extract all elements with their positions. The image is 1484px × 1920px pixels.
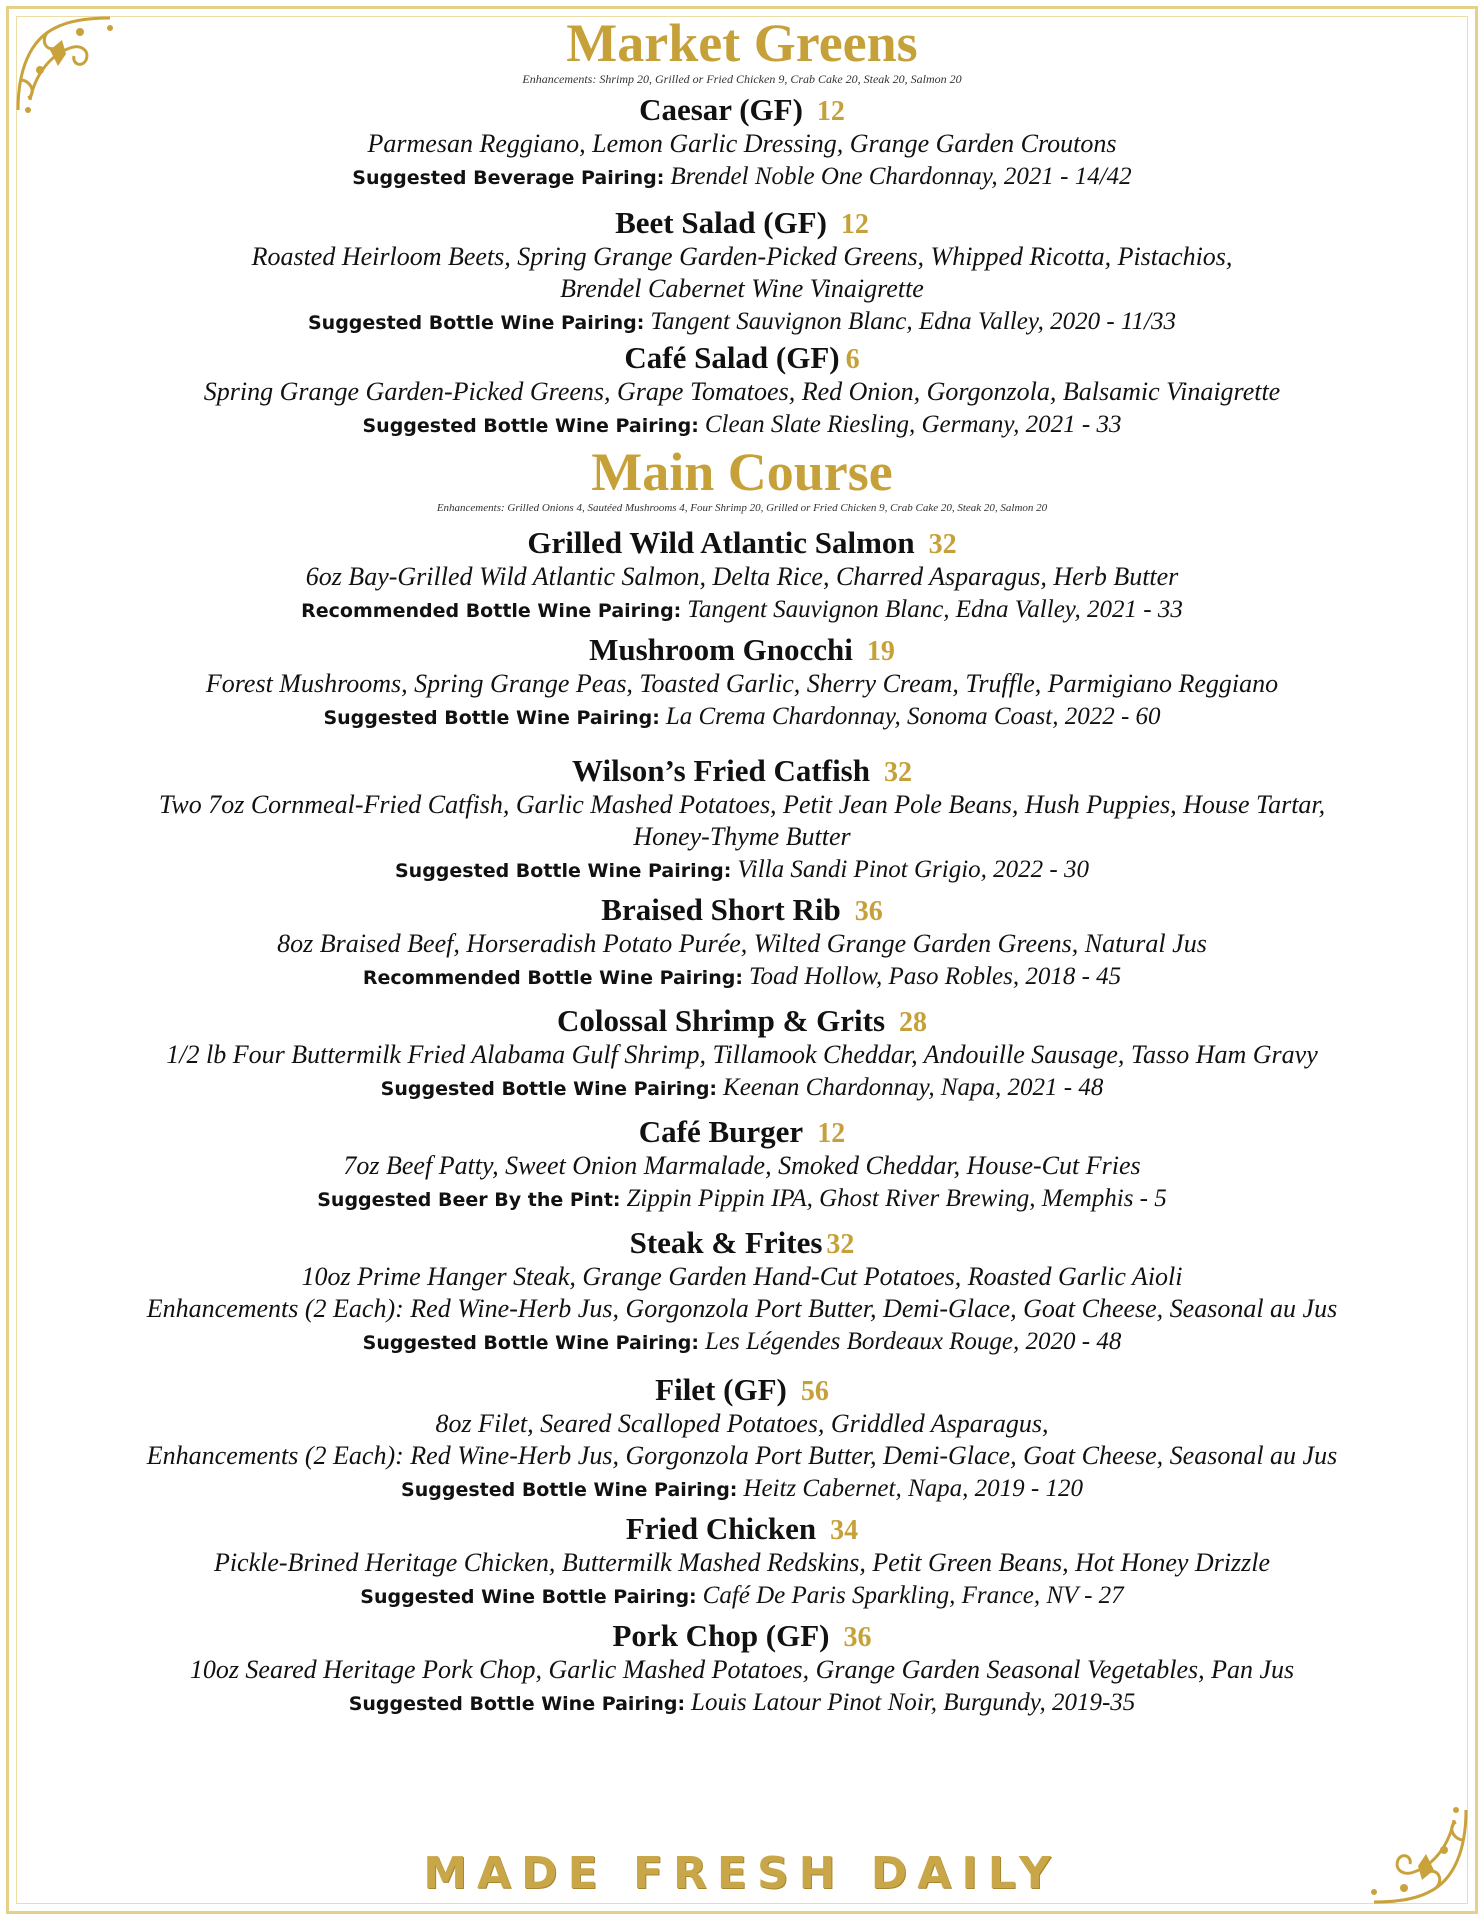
menu-item: [40, 1511, 1444, 1614]
item-name: Colossal Shrimp & Grits: [556, 1003, 886, 1038]
item-description: 6oz Bay-Grilled Wild Atlantic Salmon, Delta Rice, Charred Asparagus, Herb Butter: [305, 562, 1179, 591]
pairing-label: Suggested Bottle Wine Pairing:: [401, 1479, 738, 1501]
item-description: 8oz Braised Beef, Horseradish Potato Purée, Wilted Grange Garden Greens, Natural Jus: [277, 929, 1207, 958]
item-description: Honey-Thyme Butter: [633, 822, 851, 851]
pairing-label: Suggested Bottle Wine Pairing:: [362, 415, 699, 437]
item-pairing: [40, 1686, 1444, 1721]
item-price: 6: [845, 344, 860, 375]
item-description: 10oz Prime Hanger Steak, Grange Garden Hand-Cut Potatoes, Roasted Garlic Aioli: [301, 1262, 1183, 1291]
item-description: Roasted Heirloom Beets, Spring Grange Garden-Picked Greens, Whipped Ricotta, Pistachios,: [251, 242, 1233, 271]
item-price: 36: [854, 896, 883, 927]
item-description: 7oz Beef Patty, Sweet Onion Marmalade, Smoked Cheddar, House-Cut Fries: [343, 1151, 1141, 1180]
pairing-label: Suggested Wine Bottle Pairing:: [360, 1586, 697, 1608]
menu-item: [40, 1003, 1444, 1106]
item-name: Braised Short Rib: [601, 892, 841, 927]
menu-item: [40, 340, 1444, 443]
section-enhancements: Enhancements: Shrimp 20, Grilled or Fried Chicken 9, Crab Cake 20, Steak 20, Salmon 20: [522, 72, 962, 86]
menu-item: [40, 632, 1444, 735]
item-price: 32: [826, 1229, 855, 1260]
menu-item: [40, 1618, 1444, 1721]
item-price: 36: [843, 1622, 872, 1653]
item-pairing: [40, 1071, 1444, 1106]
item-pairing: [40, 1182, 1444, 1217]
pairing-value: Heitz Cabernet, Napa, 2019 - 120: [743, 1475, 1083, 1502]
pairing-value: Brendel Noble One Chardonnay, 2021 - 14/42: [670, 163, 1132, 190]
item-pairing: [40, 1579, 1444, 1614]
menu-item: [40, 205, 1444, 340]
item-description: 1/2 lb Four Buttermilk Fried Alabama Gulf Shrimp, Tillamook Cheddar, Andouille Sausage, Tasso Ham Gravy: [166, 1040, 1318, 1069]
pairing-value: Zippin Pippin IPA, Ghost River Brewing, Memphis - 5: [626, 1185, 1167, 1212]
item-price: 12: [816, 96, 845, 127]
pairing-label: Suggested Bottle Wine Pairing:: [380, 1078, 718, 1100]
item-name: Pork Chop (GF): [612, 1618, 830, 1653]
item-name: Caesar (GF): [639, 92, 803, 127]
item-name: Mushroom Gnocchi: [589, 632, 853, 667]
pairing-value: Tangent Sauvignon Blanc, Edna Valley, 2020 - 11/33: [650, 308, 1176, 335]
pairing-label: Recommended Bottle Wine Pairing:: [362, 967, 743, 989]
item-description: 10oz Seared Heritage Pork Chop, Garlic Mashed Potatoes, Grange Garden Seasonal Vegetables, Pan Jus: [189, 1655, 1295, 1684]
section-enhancements: Enhancements: Grilled Onions 4, Sautéed Mushrooms 4, Four Shrimp 20, Grilled or Fried Chicken 9, Crab Cake 20, Steak 20, Salmon 20: [436, 502, 1048, 514]
pairing-label: Suggested Bottle Wine Pairing:: [307, 312, 645, 334]
item-price: 32: [883, 757, 912, 788]
pairing-value: Café De Paris Sparkling, France, NV - 27: [702, 1582, 1124, 1609]
item-price: 12: [840, 209, 869, 240]
item-price: 34: [830, 1515, 859, 1546]
item-description: Brendel Cabernet Wine Vinaigrette: [560, 274, 924, 303]
item-pairing: [40, 853, 1444, 888]
item-price: 12: [817, 1118, 846, 1149]
pairing-label: Recommended Bottle Wine Pairing:: [301, 600, 682, 622]
pairing-value: Toad Hollow, Paso Robles, 2018 - 45: [748, 963, 1122, 990]
item-name: Steak & Frites: [629, 1225, 823, 1260]
menu-item: [40, 1372, 1444, 1507]
item-pairing: [40, 593, 1444, 628]
pairing-label: Suggested Bottle Wine Pairing:: [395, 860, 732, 882]
item-name: Grilled Wild Atlantic Salmon: [527, 525, 915, 560]
menu-item: [40, 753, 1444, 888]
item-name: Fried Chicken: [625, 1511, 817, 1546]
item-price: 19: [866, 636, 895, 667]
item-pairing: [40, 160, 1444, 195]
pairing-value: Louis Latour Pinot Noir, Burgundy, 2019-35: [691, 1689, 1136, 1716]
menu-item: [40, 1225, 1444, 1360]
item-pairing: [40, 1472, 1444, 1507]
pairing-value: Clean Slate Riesling, Germany, 2021 - 33: [704, 411, 1122, 438]
item-description: Forest Mushrooms, Spring Grange Peas, Toasted Garlic, Sherry Cream, Truffle, Parmigiano Reggiano: [205, 669, 1279, 698]
pairing-label: Suggested Bottle Wine Pairing:: [323, 707, 660, 729]
section-title-main-course: Main Course: [591, 442, 893, 502]
pairing-label: Suggested Beer By the Pint:: [317, 1189, 621, 1211]
pairing-value: Keenan Chardonnay, Napa, 2021 - 48: [723, 1074, 1104, 1101]
pairing-label: Suggested Bottle Wine Pairing:: [362, 1332, 699, 1354]
menu-item: [40, 92, 1444, 195]
pairing-value: Les Légendes Bordeaux Rouge, 2020 - 48: [705, 1328, 1122, 1355]
menu-item: [40, 892, 1444, 995]
footer-tagline: MADE FRESH DAILY: [423, 1848, 1061, 1899]
item-pairing: [40, 960, 1444, 995]
pairing-label: Suggested Bottle Wine Pairing:: [348, 1693, 686, 1715]
item-name: Wilson’s Fried Catfish: [572, 753, 870, 788]
item-description: Enhancements (2 Each): Red Wine-Herb Jus, Gorgonzola Port Butter, Demi-Glace, Goat Cheese, Seasonal au Jus: [146, 1294, 1338, 1323]
pairing-label: Suggested Beverage Pairing:: [352, 167, 665, 189]
item-pairing: [40, 700, 1444, 735]
item-description: Parmesan Reggiano, Lemon Garlic Dressing, Grange Garden Croutons: [367, 129, 1117, 158]
item-price: 32: [928, 529, 957, 560]
menu-item: [40, 1114, 1444, 1217]
item-pairing: [40, 305, 1444, 340]
pairing-value: Tangent Sauvignon Blanc, Edna Valley, 2021 - 33: [687, 596, 1183, 623]
item-name: Café Salad (GF): [624, 340, 840, 375]
item-description: Spring Grange Garden-Picked Greens, Grape Tomatoes, Red Onion, Gorgonzola, Balsamic Vinaigrette: [203, 377, 1281, 406]
item-description: 8oz Filet, Seared Scalloped Potatoes, Griddled Asparagus,: [435, 1409, 1049, 1438]
item-pairing: [40, 1325, 1444, 1360]
item-pairing: [40, 408, 1444, 443]
pairing-value: La Crema Chardonnay, Sonoma Coast, 2022 - 60: [665, 703, 1161, 730]
item-price: 56: [800, 1376, 829, 1407]
menu-content: [40, 14, 1444, 1721]
item-price: 28: [899, 1007, 928, 1038]
section-title-market-greens: Market Greens: [566, 13, 918, 73]
item-description: Pickle-Brined Heritage Chicken, Buttermilk Mashed Redskins, Petit Green Beans, Hot Honey Drizzle: [213, 1548, 1271, 1577]
menu-item: [40, 525, 1444, 628]
item-description: Enhancements (2 Each): Red Wine-Herb Jus, Gorgonzola Port Butter, Demi-Glace, Goat Cheese, Seasonal au Jus: [146, 1441, 1338, 1470]
item-name: Café Burger: [638, 1114, 804, 1149]
item-name: Filet (GF): [655, 1372, 787, 1407]
item-description: Two 7oz Cornmeal-Fried Catfish, Garlic Mashed Potatoes, Petit Jean Pole Beans, Hush Puppies, House Tartar,: [158, 790, 1326, 819]
item-name: Beet Salad (GF): [615, 205, 827, 240]
pairing-value: Villa Sandi Pinot Grigio, 2022 - 30: [737, 856, 1089, 883]
